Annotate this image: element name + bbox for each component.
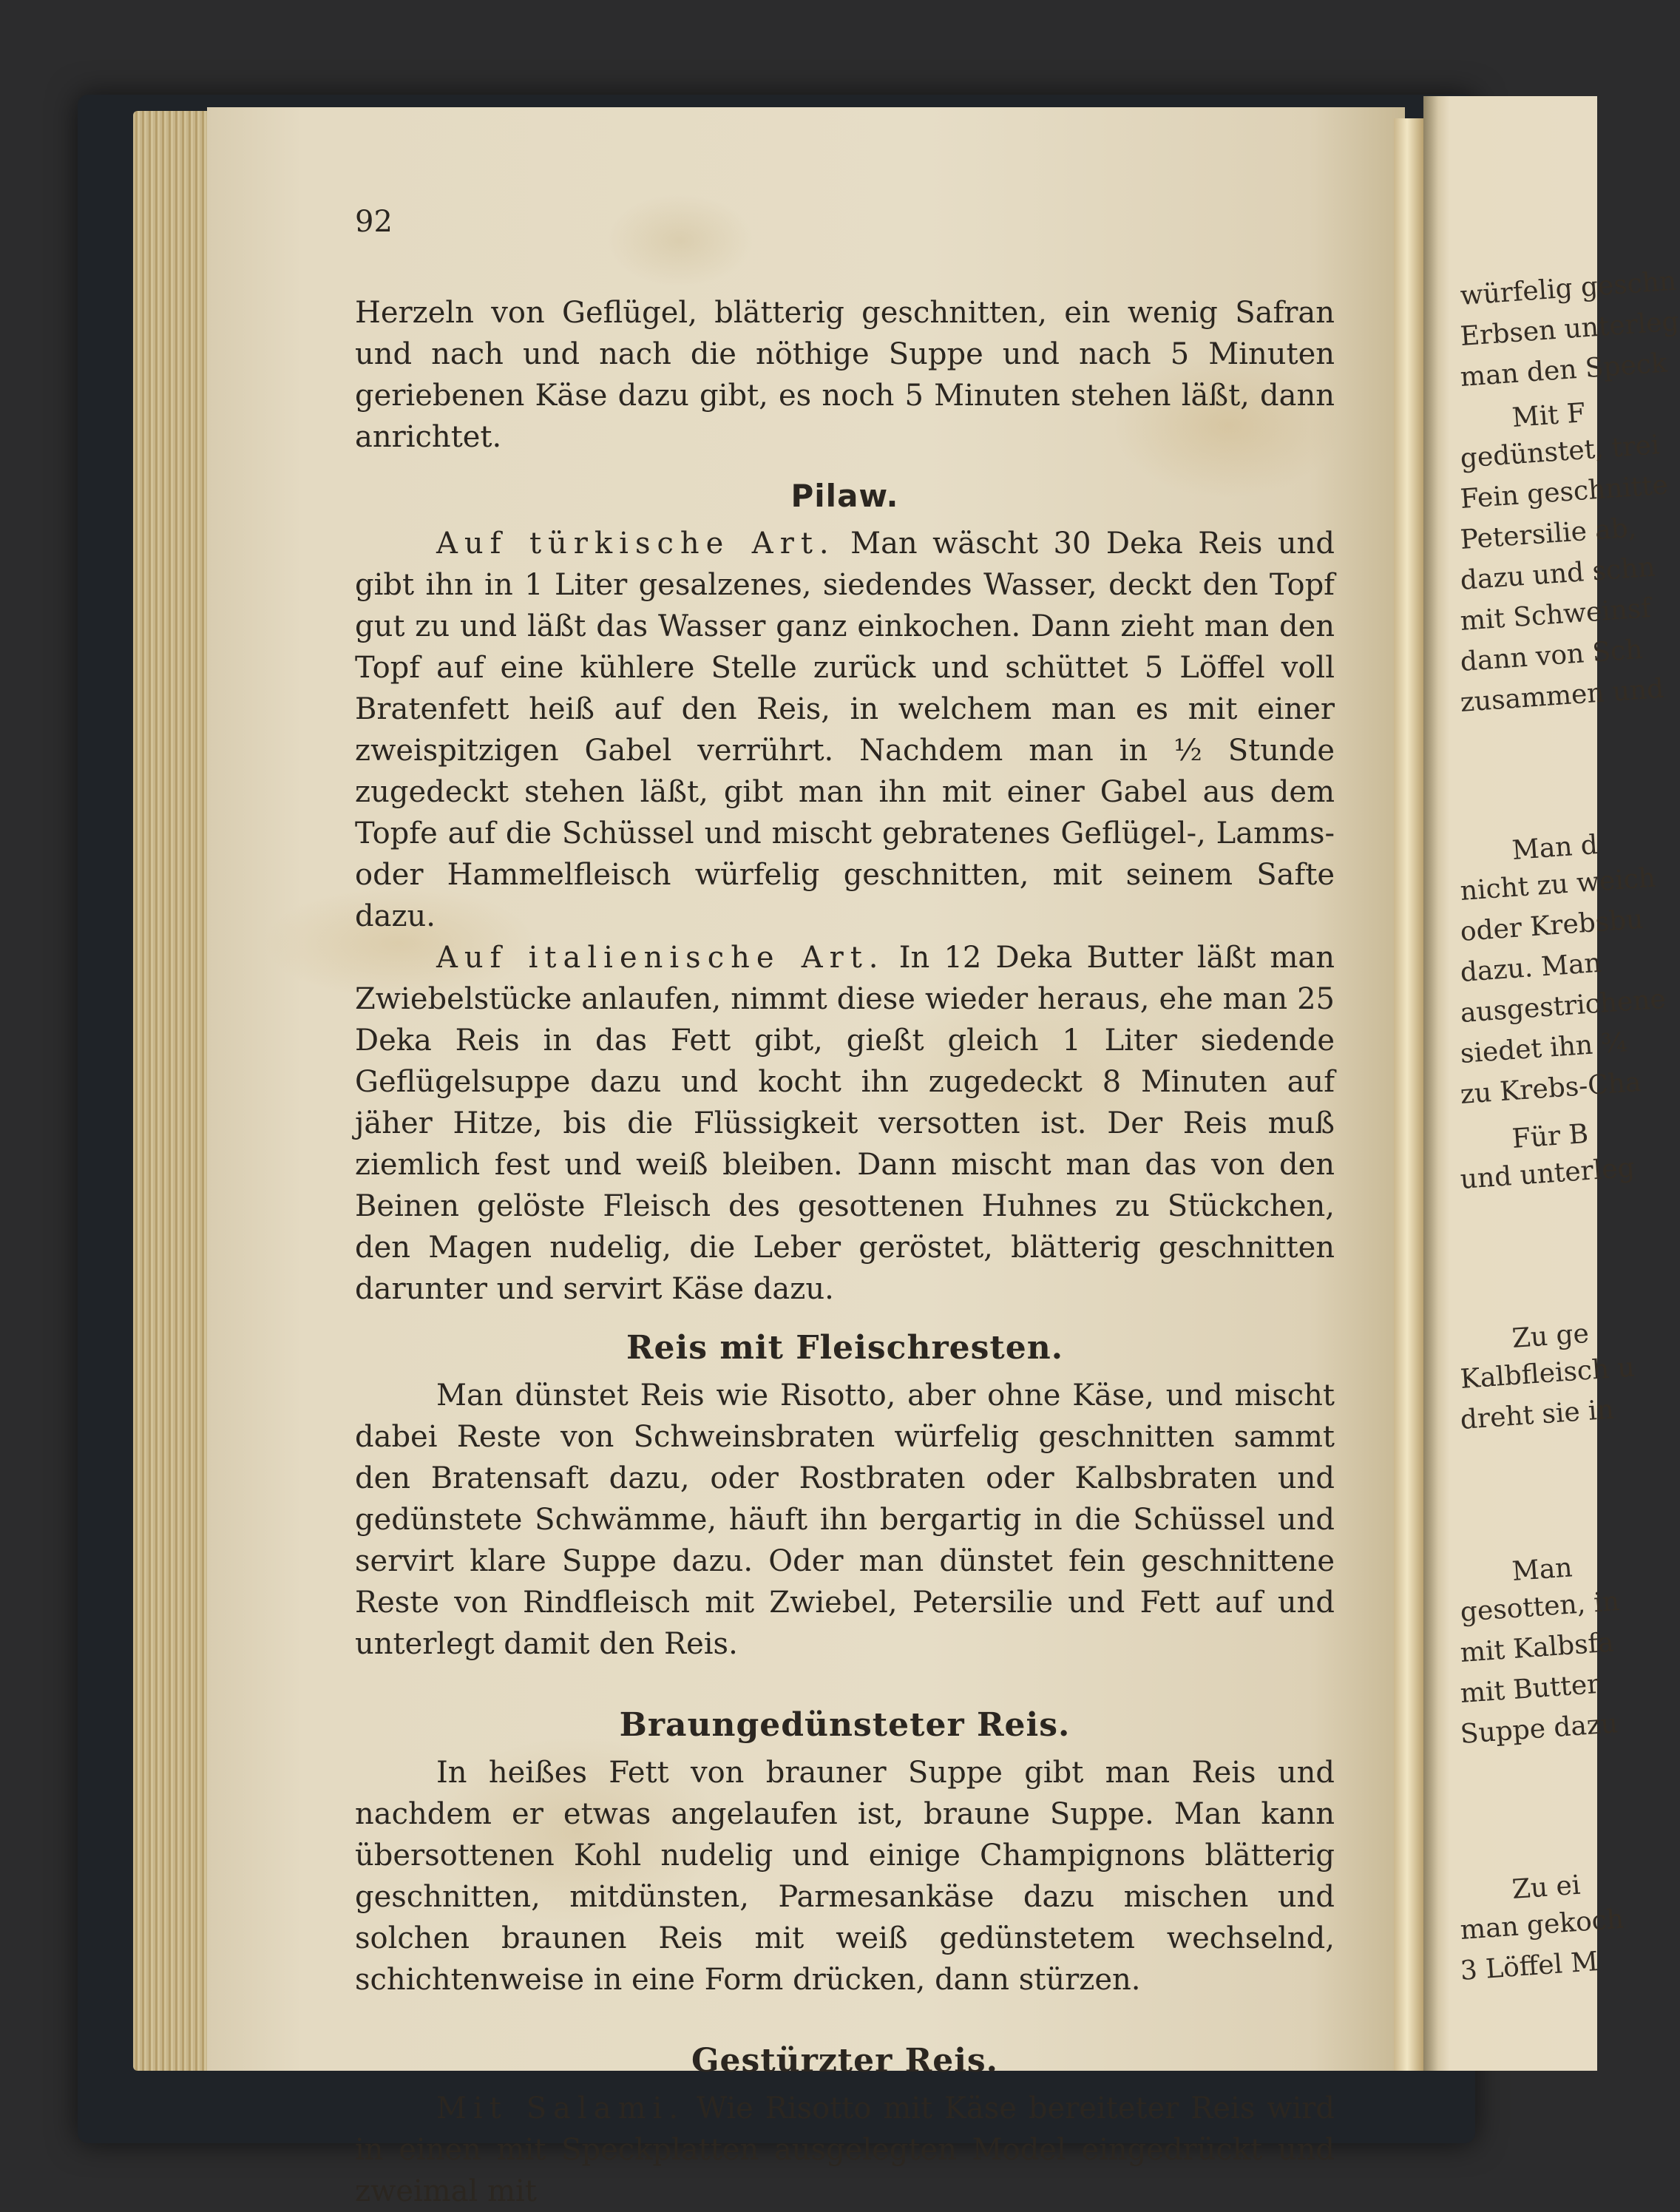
facing-line: Man d	[1511, 829, 1599, 866]
facing-line: Suppe dazu	[1459, 1708, 1619, 1750]
facing-line: mit Butter	[1459, 1668, 1601, 1709]
facing-line: zu Krebs-Cha	[1459, 1066, 1642, 1110]
facing-line: dann von Sch	[1459, 634, 1644, 677]
facing-line: dazu und schn	[1459, 552, 1656, 596]
facing-line: Für B	[1511, 1118, 1590, 1154]
facing-line: man den Speck	[1459, 348, 1668, 393]
facing-line: würfelig geschn	[1459, 265, 1678, 311]
facing-line: gedünstet, trei	[1459, 430, 1661, 474]
paragraph-text: In 12 Deka Butter läßt man Zwiebelstücke anlaufen, nimmt diese wieder heraus, ehe man 25 Deka Reis in das Fett gibt, gießt gleich 1 Liter siedende Geflügelsuppe dazu und kocht ihn zugedeckt 8 Minuten auf jäher Hitze, bis die Flüssigkeit versotten ist. Der Reis muß ziemlich fest und weiß bleiben. Dann mischt man das von den Beinen gelöste Fleisch des gesottenen Huhnes zu Stückchen, den Magen nudelig, die Leber geröstet, blätterig geschnitten darunter und servirt Käse dazu.	[355, 941, 1335, 1306]
section-title: Gestürzter Reis.	[691, 2042, 998, 2080]
section-title: Pilaw.	[790, 478, 899, 514]
paragraph	[355, 1752, 1335, 2000]
section-title: Braungedünsteter Reis.	[619, 1706, 1071, 1744]
left-page	[207, 107, 1405, 2208]
paragraph	[355, 937, 1335, 1310]
facing-line: Man	[1511, 1552, 1574, 1587]
paragraph	[355, 1375, 1335, 1665]
facing-line: oder Krebsbu	[1459, 904, 1645, 947]
facing-line: 3 Löffel M	[1459, 1947, 1599, 1986]
intro-paragraph: Herzeln von Geflügel, blätterig geschnitten, ein wenig Safran und nach und nach die nöthige Suppe und nach 5 Minuten geriebenen Käse dazu gibt, es noch 5 Minuten stehen läßt, dann anrichtet.	[355, 296, 1335, 454]
paragraph-text: Man dünstet Reis wie Risotto, aber ohne Käse, und mischt dabei Reste von Schweinsbraten würfelig geschnitten sammt den Bratensaft dazu, oder Rostbraten oder Kalbsbraten und gedünstete Schwämme, häuft ihn bergartig in die Schüssel und servirt klare Suppe dazu. Oder man dünstet fein geschnittene Reste von Rindfleisch mit Zwiebel, Petersilie und Fett auf und unterlegt damit den Reis.	[355, 1379, 1335, 1661]
page-fold-shadow	[1423, 96, 1438, 2071]
paragraph-text: In heißes Fett von brauner Suppe gibt man Reis und nachdem er etwas angelaufen ist, braune Suppe. Man kann übersottenen Kohl nudelig und einige Champignons blätterig geschnitten, mitdünsten, Parmesankäse dazu mischen und solchen braunen Reis mit weiß gedünstetem wechselnd, schichtenweise in eine Form drücken, dann stürzen.	[355, 1756, 1335, 1997]
facing-line: Mit F	[1511, 398, 1587, 433]
paragraph-lead: Auf italienische Art.	[436, 941, 885, 975]
facing-line: nicht zu weich	[1459, 862, 1657, 907]
paragraph-lead: Auf türkische Art.	[436, 527, 836, 561]
facing-line: Fein geschnitte	[1459, 470, 1670, 515]
facing-line: Zu ge	[1511, 1318, 1591, 1354]
facing-page	[1423, 96, 1680, 2071]
facing-line: ausgestrichene	[1459, 984, 1667, 1029]
paragraph	[355, 523, 1335, 937]
facing-line: man gekoch	[1459, 1904, 1625, 1946]
facing-line: und unterleg	[1459, 1152, 1636, 1195]
facing-line: dazu. Man	[1459, 947, 1603, 988]
facing-line: Kalbfleisch u	[1459, 1352, 1636, 1395]
book-gutter	[1394, 118, 1423, 2071]
page-number: 92	[355, 205, 393, 239]
facing-line: siedet ihn ¾	[1459, 1027, 1628, 1069]
facing-line: zusammen und	[1459, 673, 1665, 718]
facing-line: dreht sie in	[1459, 1394, 1616, 1435]
facing-line: Petersilie ab,	[1459, 513, 1638, 555]
facing-line: gesotten, in	[1459, 1586, 1621, 1628]
paragraph-lead: Mit Salami.	[436, 2091, 685, 2125]
section-title: Reis mit Fleischresten.	[626, 1329, 1064, 1367]
page-body	[355, 292, 1335, 2212]
paragraph-text: Man wäscht 30 Deka Reis und gibt ihn in 1 Liter gesalzenes, siedendes Wasser, deckt den Topf gut zu und läßt das Wasser ganz einkochen. Dann zieht man den Topf auf eine kühlere Stelle zurück und schüttet 5 Löffel voll Bratenfett heiß auf den Reis, in welchem man es mit einer zweispitzigen Gabel verrührt. Nachdem man in ½ Stunde zugedeckt stehen läßt, gibt man ihn mit einer Gabel aus dem Topfe auf die Schüssel und mischt gebratenes Geflügel-, Lamms- oder Hammelfleisch würfelig geschnitten, mit seinem Safte dazu.	[355, 527, 1335, 933]
paragraph-text: Wie Risotto mit Käse bereiteter Reis wird in einen mit Speckplatten ausgelegten Model eingedrückt und zweimal mit	[355, 2091, 1335, 2208]
paragraph	[355, 2088, 1335, 2212]
facing-line: mit Kalbsfa	[1459, 1627, 1615, 1668]
facing-line: Erbsen unterleg	[1459, 306, 1680, 352]
facing-line: mit Schweinsf	[1459, 593, 1652, 637]
facing-line: Zu ei	[1511, 1870, 1582, 1905]
